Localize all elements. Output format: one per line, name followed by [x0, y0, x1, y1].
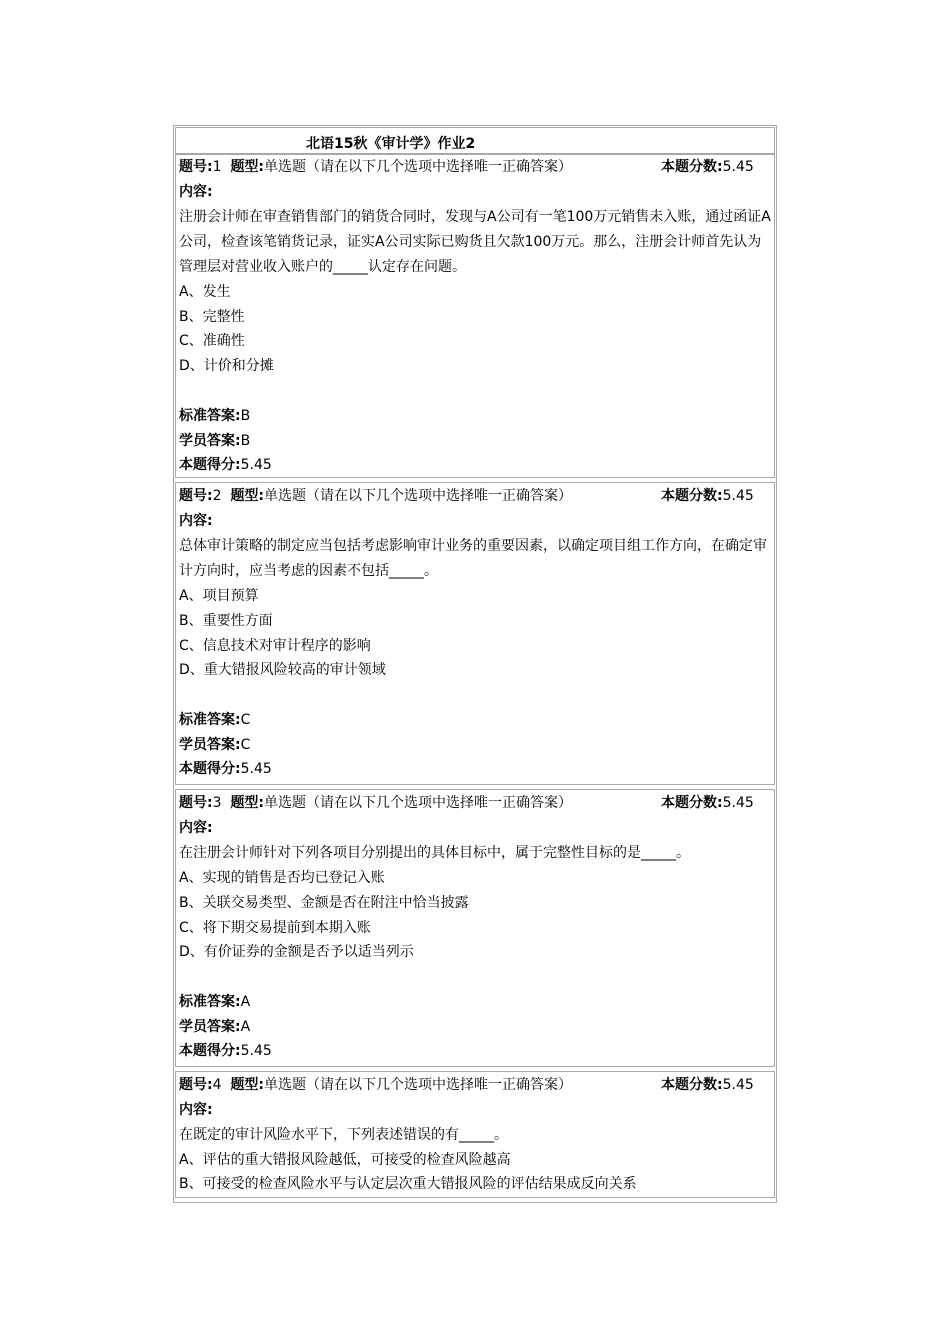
question-content: 注册会计师在审查销售部门的销货合同时，发现与A公司有一笔100万元销售未入账，通过函证A公司，检查该笔销货记录，证实A公司实际已购货且欠款100万元。那么，注册会计师首先认为管理层对营业收入账户的_____认定存在问题。 [179, 209, 771, 275]
option-b: B、关联交易类型、金额是否在附注中恰当披露 [179, 895, 469, 911]
result-value: 5.45 [240, 761, 272, 777]
question-type: 单选题（请在以下几个选项中选择唯一正确答案） [264, 795, 573, 811]
content-label: 内容: [179, 184, 213, 200]
question-score-label: 本题分数: [661, 1077, 723, 1093]
standard-answer-value: C [240, 712, 251, 728]
question-content: 总体审计策略的制定应当包括考虑影响审计业务的重要因素，以确定项目组工作方向，在确定审计方向时，应当考虑的因素不包括_____。 [179, 538, 767, 579]
standard-answer-label: 标准答案: [179, 408, 241, 424]
option-a: A、项目预算 [179, 588, 259, 604]
option-c: C、信息技术对审计程序的影响 [179, 638, 371, 654]
standard-answer [179, 990, 250, 1015]
document-title: 北语15秋《审计学》作业2 [306, 136, 476, 152]
question-type-label: 题型: [230, 159, 265, 175]
question-result [179, 1039, 272, 1064]
content-label: 内容: [179, 1102, 213, 1118]
option-d: D、计价和分摊 [179, 358, 274, 374]
question-score-label: 本题分数: [661, 159, 723, 175]
standard-answer-label: 标准答案: [179, 712, 241, 728]
option-b: B、完整性 [179, 309, 245, 325]
question-content: 在既定的审计风险水平下，下列表述错误的有_____。 [179, 1127, 508, 1143]
result-label: 本题得分: [179, 457, 241, 473]
question-score-label: 本题分数: [661, 795, 723, 811]
assignment-sheet [173, 125, 777, 1203]
student-answer-label: 学员答案: [179, 737, 241, 753]
standard-answer-value: A [240, 994, 251, 1010]
question-number: 1 [212, 159, 222, 175]
option-a: A、发生 [179, 284, 231, 300]
option-d: D、有价证券的金额是否予以适当列示 [179, 944, 414, 960]
option-a: A、评估的重大错报风险越低，可接受的检查风险越高 [179, 1152, 511, 1168]
question-header [179, 791, 754, 816]
standard-answer-value: B [240, 408, 251, 424]
question-score [661, 1073, 754, 1098]
option-c: C、将下期交易提前到本期入账 [179, 920, 371, 936]
question-score-value: 5.45 [722, 488, 754, 504]
question-number-label: 题号: [179, 488, 213, 504]
question-score-value: 5.45 [722, 1077, 754, 1093]
question-type: 单选题（请在以下几个选项中选择唯一正确答案） [264, 1077, 573, 1093]
student-answer-value: B [240, 433, 251, 449]
result-value: 5.45 [240, 1043, 272, 1059]
standard-answer-label: 标准答案: [179, 994, 241, 1010]
question-score-value: 5.45 [722, 795, 754, 811]
question-score-value: 5.45 [722, 159, 754, 175]
question-block [175, 1071, 775, 1198]
content-label: 内容: [179, 513, 213, 529]
question-header [179, 155, 754, 180]
student-answer [179, 429, 250, 454]
option-c: C、准确性 [179, 333, 245, 349]
option-d: D、重大错报风险较高的审计领域 [179, 662, 386, 678]
result-label: 本题得分: [179, 1043, 241, 1059]
result-value: 5.45 [240, 457, 272, 473]
question-block [175, 153, 775, 478]
question-score-label: 本题分数: [661, 488, 723, 504]
question-type: 单选题（请在以下几个选项中选择唯一正确答案） [264, 488, 573, 504]
question-type-label: 题型: [230, 488, 265, 504]
student-answer-value: C [240, 737, 251, 753]
question-score [661, 155, 754, 180]
question-number: 4 [212, 1077, 222, 1093]
option-a: A、实现的销售是否均已登记入账 [179, 870, 385, 886]
result-label: 本题得分: [179, 761, 241, 777]
question-header [179, 1073, 754, 1098]
student-answer-label: 学员答案: [179, 433, 241, 449]
question-number: 3 [212, 795, 222, 811]
question-type-label: 题型: [230, 1077, 265, 1093]
question-number-label: 题号: [179, 795, 213, 811]
question-number-label: 题号: [179, 1077, 213, 1093]
content-label: 内容: [179, 820, 213, 836]
title-block [175, 127, 775, 155]
question-content: 在注册会计师针对下列各项目分别提出的具体目标中，属于完整性目标的是_____。 [179, 845, 690, 861]
standard-answer [179, 404, 250, 429]
question-type: 单选题（请在以下几个选项中选择唯一正确答案） [264, 159, 573, 175]
question-result [179, 757, 272, 782]
question-score [661, 484, 754, 509]
question-number: 2 [212, 488, 222, 504]
student-answer-label: 学员答案: [179, 1019, 241, 1035]
student-answer [179, 733, 250, 758]
standard-answer [179, 708, 250, 733]
question-block [175, 482, 775, 785]
question-header [179, 484, 754, 509]
question-result [179, 453, 272, 478]
student-answer-value: A [240, 1019, 251, 1035]
student-answer [179, 1015, 250, 1040]
option-b: B、可接受的检查风险水平与认定层次重大错报风险的评估结果成反向关系 [179, 1176, 637, 1192]
question-score [661, 791, 754, 816]
question-type-label: 题型: [230, 795, 265, 811]
option-b: B、重要性方面 [179, 613, 273, 629]
question-number-label: 题号: [179, 159, 213, 175]
question-block [175, 789, 775, 1067]
